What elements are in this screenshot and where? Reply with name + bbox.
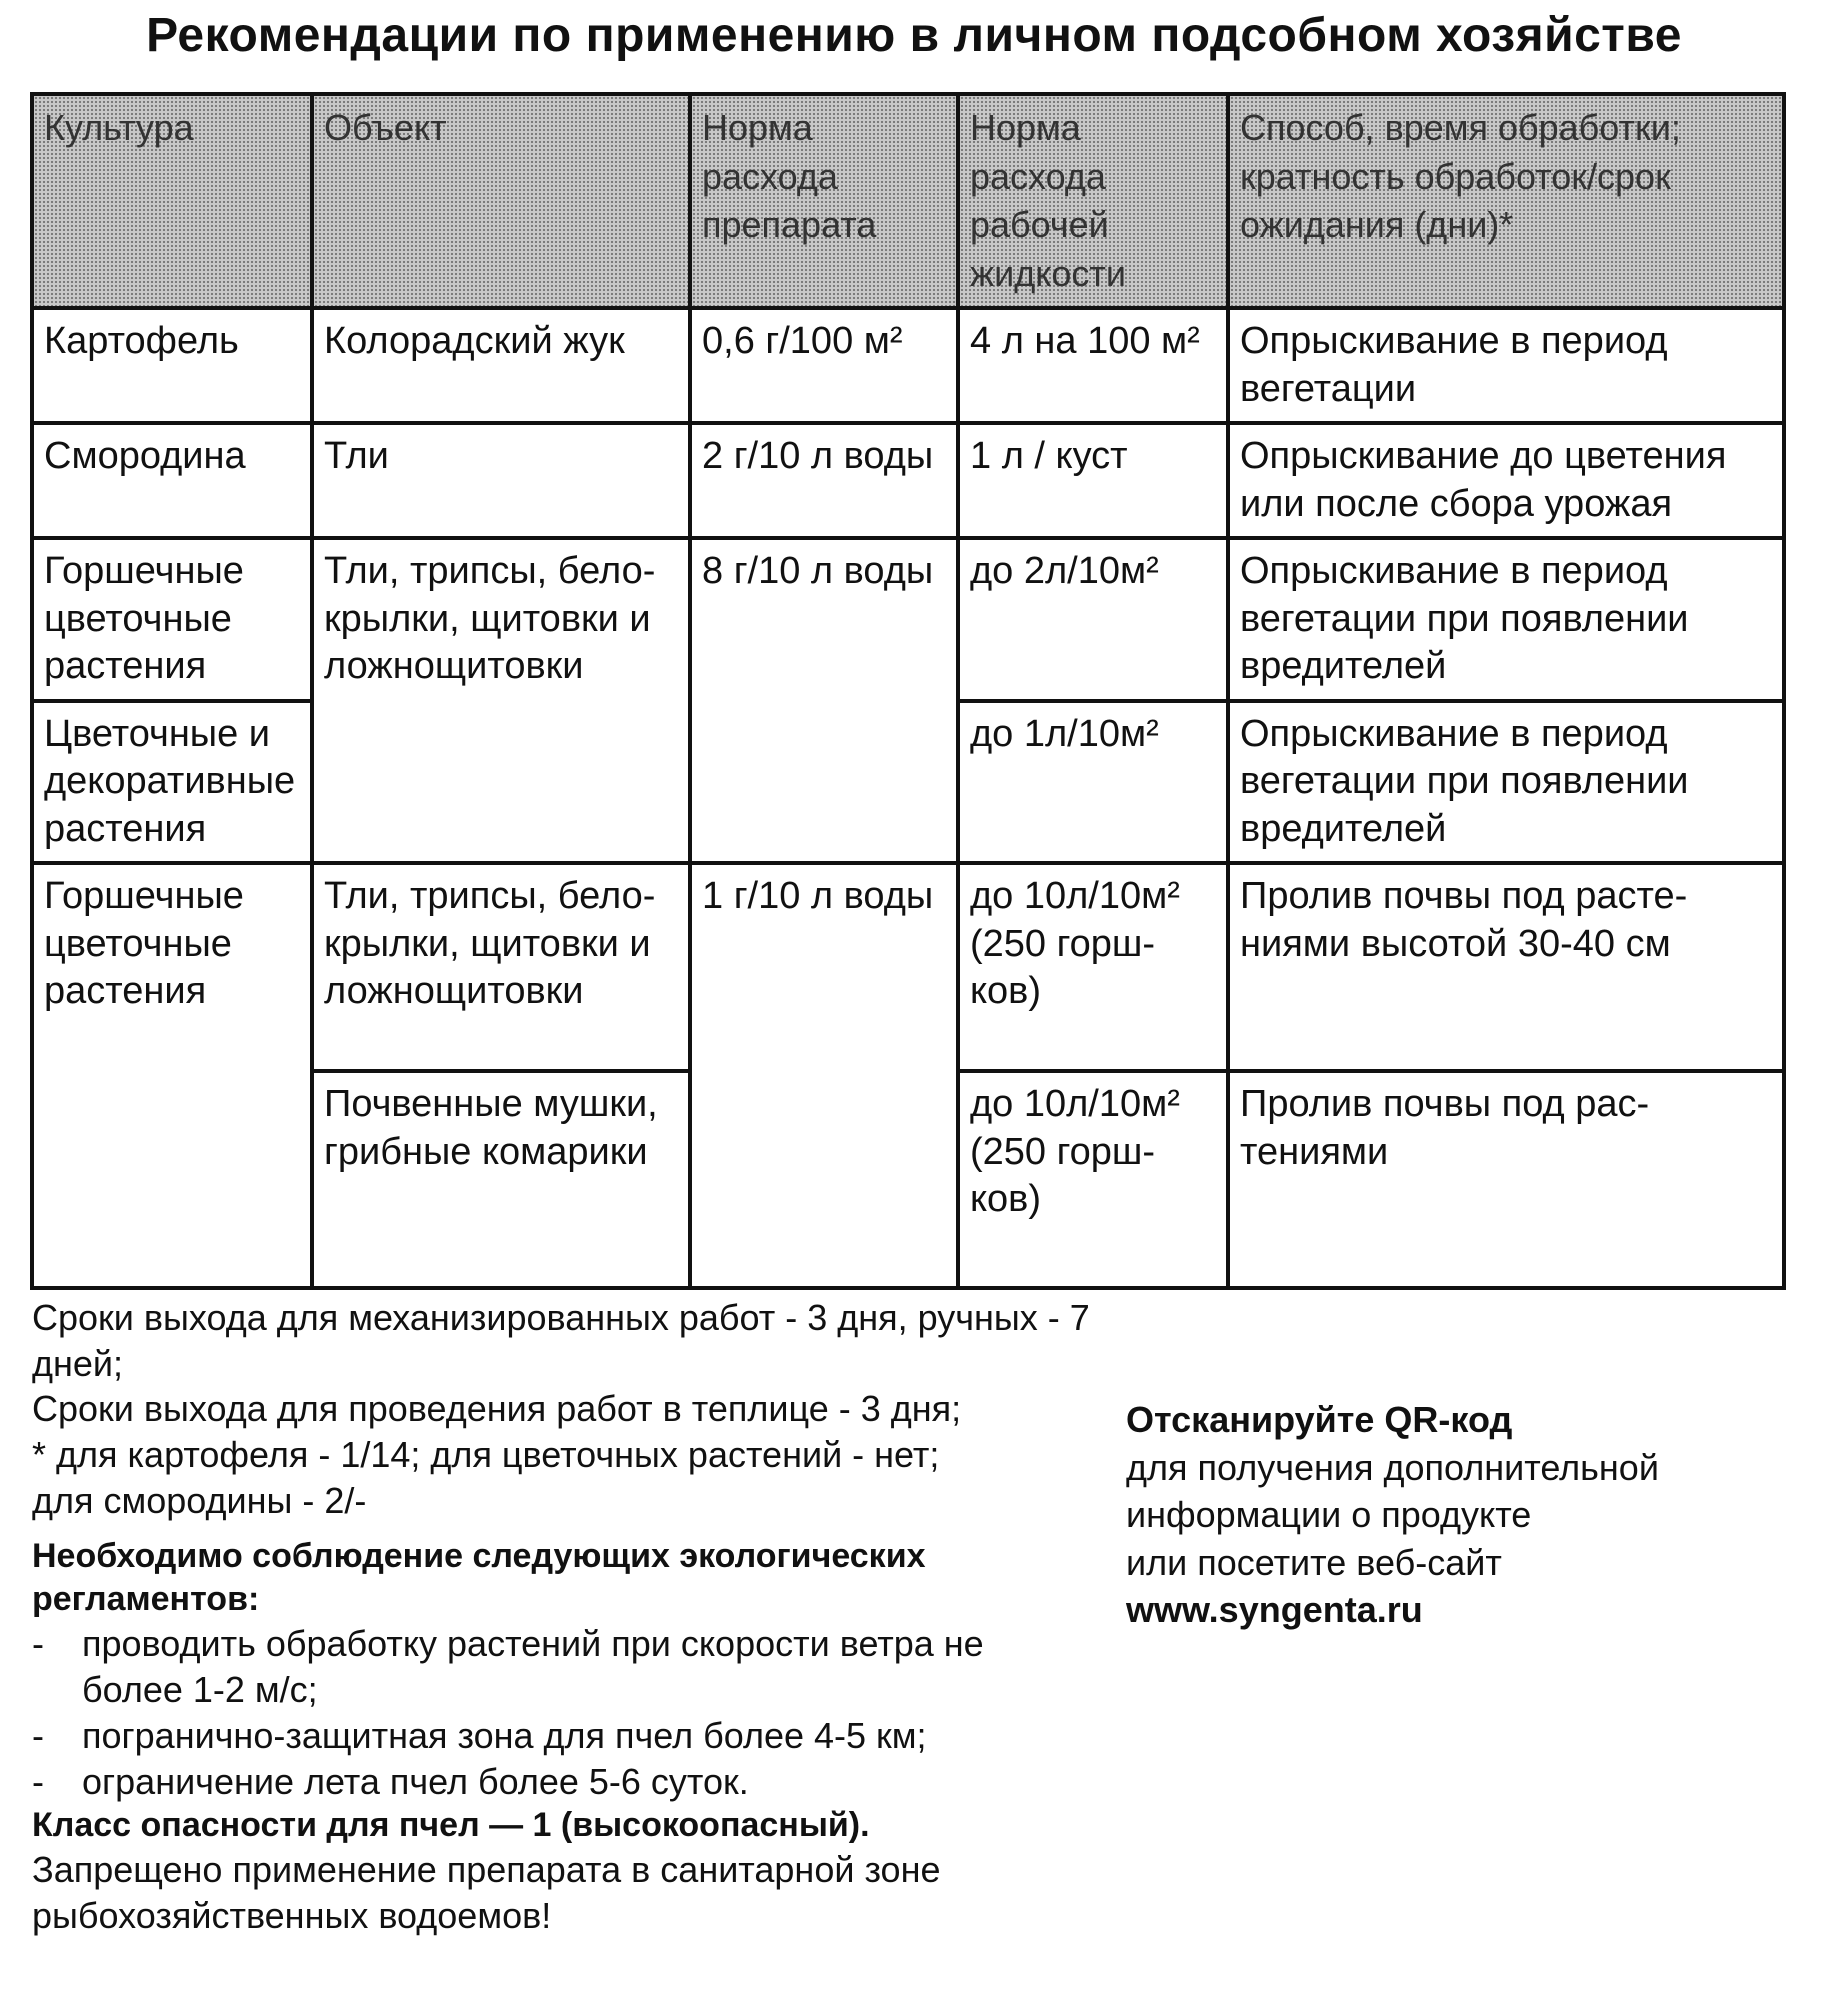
qr-block <box>1126 1396 1786 1634</box>
page-title: Рекомендации по применению в личном подсобном хозяйстве <box>146 9 1682 62</box>
table-row <box>32 423 1784 538</box>
note-line: для смородины - 2/- <box>32 1479 367 1521</box>
cell-method: Опрыскивание в период вегетации при появлении вредителей <box>1228 701 1784 864</box>
qr-line: информации о продукте <box>1126 1494 1532 1536</box>
cell-object: Колорадский жук <box>312 308 690 423</box>
dash-marker: - <box>32 1714 44 1756</box>
cell-object: Тли <box>312 423 690 538</box>
cell-method: Опрыскивание в период вегетации <box>1228 308 1784 423</box>
eco-list <box>32 1621 1092 1804</box>
dash-marker: - <box>32 1760 44 1802</box>
cell-liquid: до 10л/10м² (250 горш-ков) <box>958 863 1228 1071</box>
qr-title: Отсканируйте QR-код <box>1126 1399 1513 1440</box>
eco-heading: Необходимо соблюдение следующих экологических регламентов: <box>32 1537 926 1619</box>
cell-liquid: до 1л/10м² <box>958 701 1228 864</box>
header-object: Объект <box>312 94 690 308</box>
website-link[interactable]: www.syngenta.ru <box>1126 1589 1423 1631</box>
fishery-warning: Запрещено применение препарата в санитарной зоне рыбохозяйственных водоемов! <box>32 1849 941 1937</box>
bee-hazard-class: Класс опасности для пчел — 1 (высокоопасный). <box>32 1806 870 1845</box>
cell-culture: Смородина <box>32 423 312 538</box>
cell-rate: 2 г/10 л воды <box>690 423 958 538</box>
cell-rate: 8 г/10 л воды <box>690 538 958 863</box>
qr-line: или посетите веб-сайт <box>1126 1541 1502 1583</box>
cell-method: Опрыскивание до цветения или после сбора урожая <box>1228 423 1784 538</box>
table-header-row <box>32 94 1784 308</box>
note-line: * для картофеля - 1/14; для цветочных растений - нет; <box>32 1434 940 1476</box>
cell-method: Пролив почвы под расте-ниями высотой 30-40 см <box>1228 863 1784 1071</box>
list-item-text: проводить обработку растений при скорости ветра не более 1-2 м/с; <box>82 1623 984 1711</box>
header-liquid: Норма расхода рабочей жидкости <box>958 94 1228 308</box>
cell-culture: Горшечные цветочные растения <box>32 863 312 1288</box>
cell-liquid: 4 л на 100 м² <box>958 308 1228 423</box>
cell-liquid: 1 л / куст <box>958 423 1228 538</box>
cell-liquid: до 2л/10м² <box>958 538 1228 701</box>
recommendations-table <box>30 92 1786 1290</box>
list-item <box>32 1621 1092 1712</box>
list-item-text: погранично-защитная зона для пчел более 4-5 км; <box>82 1714 927 1756</box>
table-row <box>32 538 1784 701</box>
cell-object: Тли, трипсы, бело-крылки, щитовки и ложнощитовки <box>312 538 690 863</box>
note-line: Сроки выхода для проведения работ в теплице - 3 дня; <box>32 1388 962 1430</box>
note-line: Сроки выхода для механизированных работ - 3 дня, ручных - 7 дней; <box>32 1297 1090 1384</box>
header-rate: Норма расхода препарата <box>690 94 958 308</box>
header-method: Способ, время обработки; кратность обработок/срок ожидания (дни)* <box>1228 94 1784 308</box>
notes-block <box>32 1295 1152 1524</box>
cell-rate: 1 г/10 л воды <box>690 863 958 1288</box>
list-item-text: ограничение лета пчел более 5-6 суток. <box>82 1760 749 1802</box>
cell-rate: 0,6 г/100 м² <box>690 308 958 423</box>
cell-liquid: до 10л/10м² (250 горш-ков) <box>958 1071 1228 1288</box>
cell-culture: Картофель <box>32 308 312 423</box>
eco-regulations <box>32 1535 1092 1939</box>
cell-method: Пролив почвы под рас-тениями <box>1228 1071 1784 1288</box>
cell-object: Почвенные мушки, грибные комарики <box>312 1071 690 1288</box>
cell-culture: Цветочные и декоративные растения <box>32 701 312 864</box>
table-row <box>32 308 1784 423</box>
cell-culture: Горшечные цветочные растения <box>32 538 312 701</box>
list-item <box>32 1759 1092 1805</box>
cell-object: Тли, трипсы, бело-крылки, щитовки и ложнощитовки <box>312 863 690 1071</box>
dash-marker: - <box>32 1623 44 1665</box>
qr-line: для получения дополнительной <box>1126 1446 1659 1488</box>
list-item <box>32 1713 1092 1759</box>
table-row <box>32 863 1784 1071</box>
cell-method: Опрыскивание в период вегетации при появлении вредителей <box>1228 538 1784 701</box>
header-culture: Культура <box>32 94 312 308</box>
